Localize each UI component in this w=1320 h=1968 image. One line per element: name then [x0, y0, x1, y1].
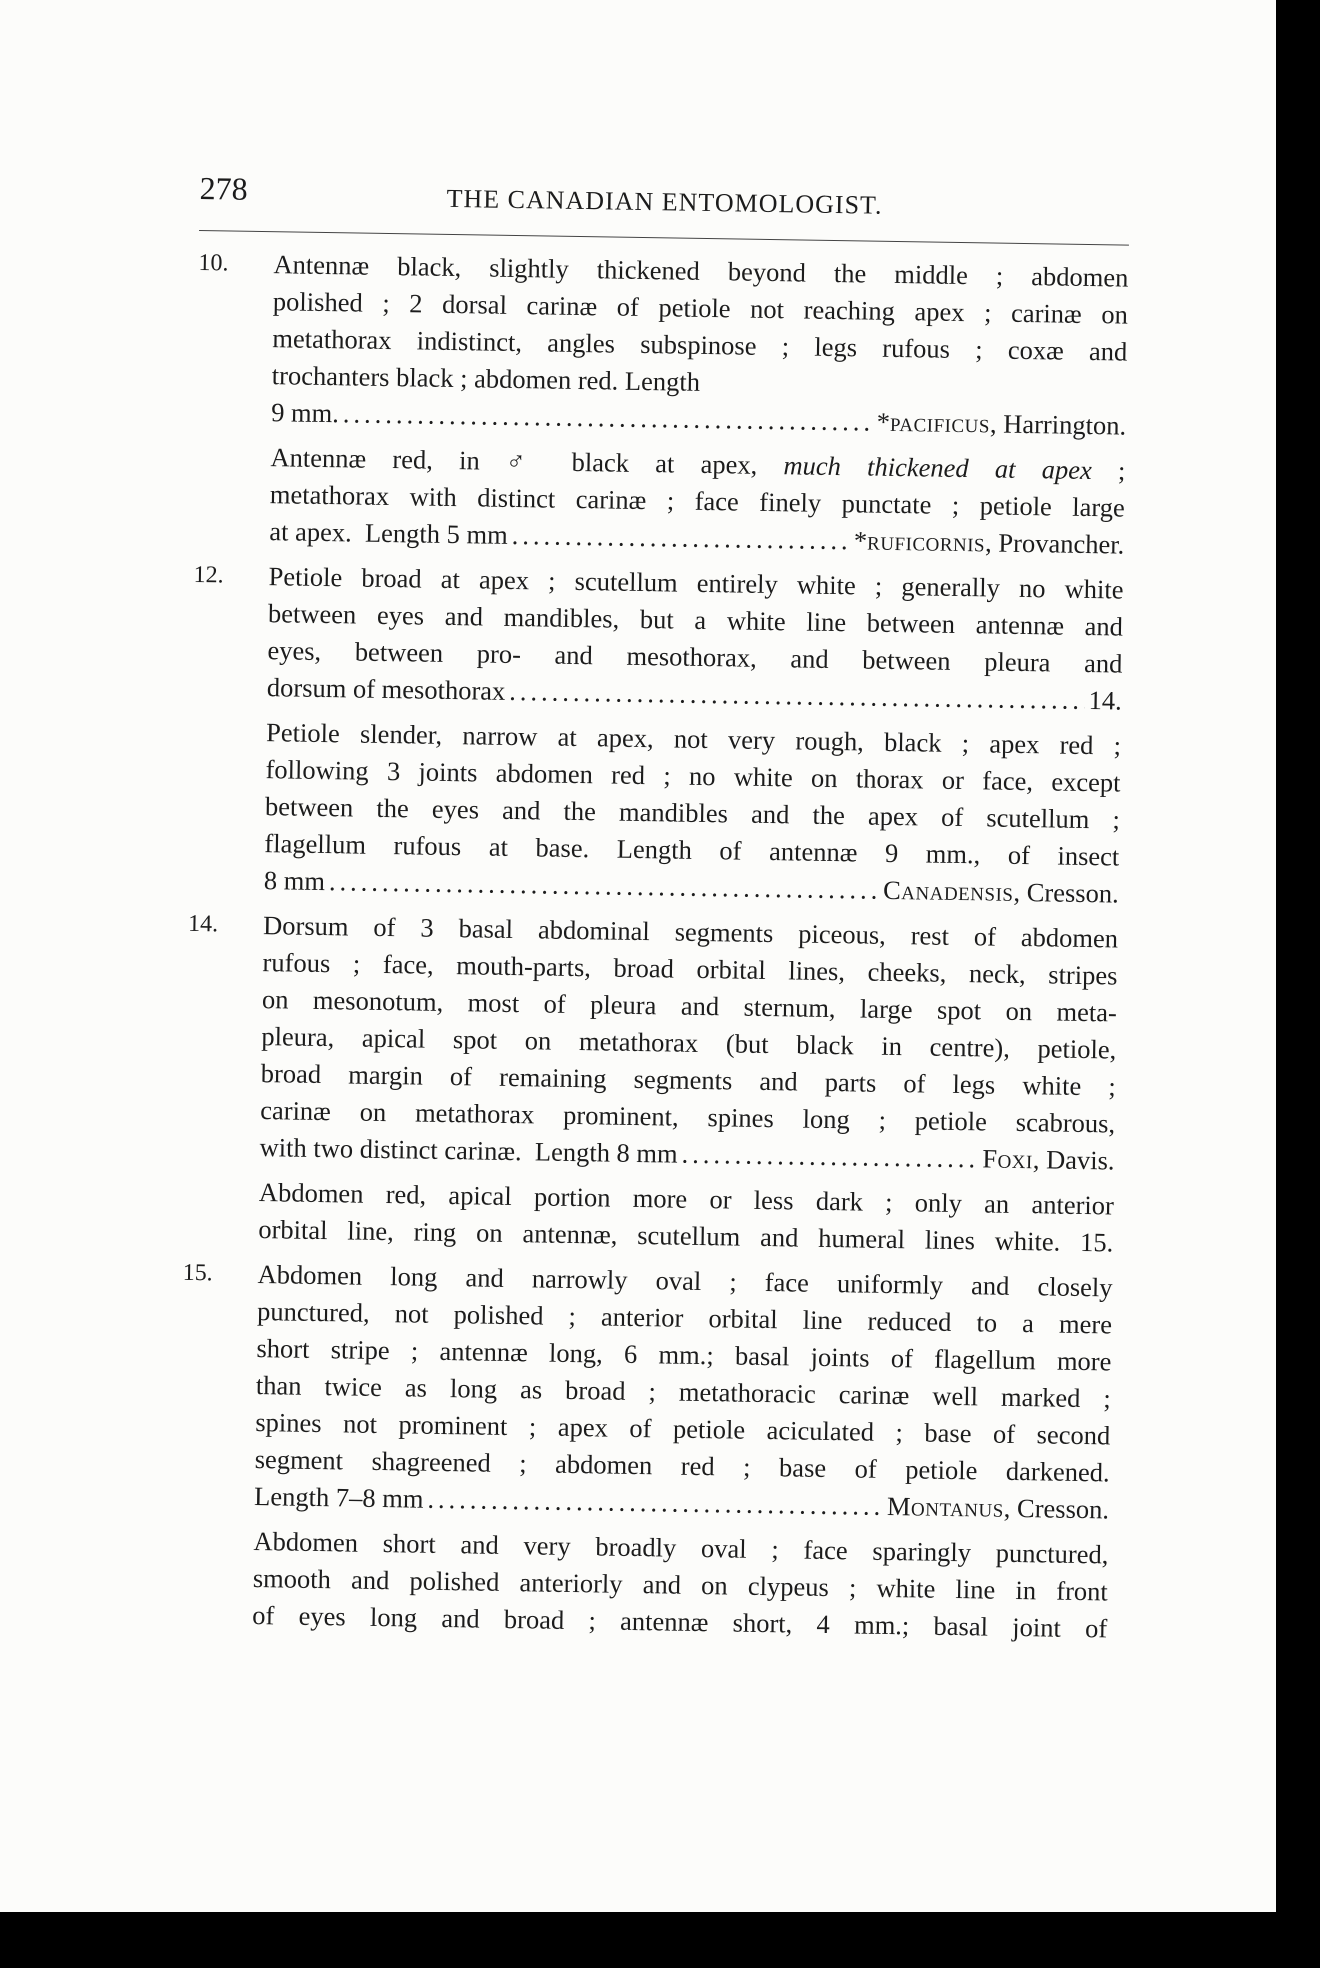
entry-line: between the eyes and the mandibles and the apex of scutellum ;: [264, 791, 1121, 835]
entry-line: flagellum rufous at base. Length of antennæ 9 mm., of insect: [264, 828, 1120, 872]
entry-number: 15.: [182, 1259, 213, 1287]
entry-line: than twice as long as broad ; metathoracic carinæ well marked ;: [255, 1370, 1112, 1414]
key-entry-10: [196, 245, 1129, 445]
entry-line: on mesonotum, most of pleura and sternum, large spot on meta-: [261, 984, 1118, 1028]
dotted-pre: 9 mm.: [270, 397, 340, 429]
dot-leader: [427, 1481, 883, 1525]
entry-line: punctured, not polished ; anterior orbital line reduced to a mere: [256, 1296, 1113, 1340]
entry-line: spines not prominent ; apex of petiole aciculated ; base of second: [255, 1407, 1111, 1451]
running-head: THE CANADIAN ENTOMOLOGIST.: [446, 183, 883, 220]
key-entry-14: [184, 906, 1118, 1180]
entry-line: polished ; 2 dorsal carinæ of petiole not reaching apex ; carinæ on: [272, 286, 1129, 330]
key-entry-15: [179, 1255, 1113, 1529]
couplet-reference: 14.: [1088, 685, 1123, 716]
page-number: 278: [199, 170, 248, 207]
species-name: Foxi, Davis.: [982, 1143, 1115, 1176]
dotted-pre: 8 mm: [263, 865, 326, 897]
page-header: [199, 170, 1130, 245]
key-entry-10-alt: [194, 438, 1126, 564]
entry-line: segment shagreened ; abdomen red ; base of petiole darkened.: [254, 1444, 1110, 1488]
entry-line: Abdomen long and narrowly oval ; face uniformly and closely: [257, 1259, 1113, 1303]
entry-line: short stripe ; antennæ long, 6 mm.; basal joints of flagellum more: [256, 1333, 1112, 1377]
key-entry-15-alt: [177, 1522, 1109, 1648]
entry-number: 10.: [198, 249, 229, 277]
species-name: Canadensis, Cresson.: [882, 874, 1119, 909]
key-entry-12-alt: [189, 713, 1122, 913]
species-name: *ruficornis, Provancher.: [853, 525, 1125, 560]
species-name: *pacificus, Harrington.: [876, 406, 1127, 441]
entry-line: of eyes long and broad ; antennæ short, 4 mm.; basal joint of: [252, 1600, 1108, 1644]
entry-number: 14.: [187, 910, 219, 938]
entry-line: trochanters black ; abdomen red. Length: [271, 360, 701, 397]
entry-line: between eyes and mandibles, but a white line between antennæ and: [267, 598, 1124, 642]
dotted-pre: with two distinct carinæ. Length 8 mm: [259, 1132, 678, 1169]
entry-line: Abdomen red, apical portion more or less dark ; only an anterior: [258, 1177, 1115, 1221]
key-entry-12: [192, 557, 1124, 720]
emphasis-text: much thickened at apex: [783, 450, 1093, 486]
entry-line: Antennæ black, slightly thickened beyond the middle ; abdomen: [273, 249, 1129, 293]
dot-leader: [681, 1136, 978, 1178]
text-block: [177, 170, 1130, 1655]
dot-leader: [509, 673, 1085, 719]
entry-line: Abdomen short and very broadly oval ; face sparingly punctured,: [253, 1526, 1109, 1570]
entry-line: eyes, between pro- and mesothorax, and between pleura and: [267, 635, 1123, 679]
entry-line: Petiole slender, narrow at apex, not very rough, black ; apex red ;: [265, 717, 1122, 761]
key-entries: [177, 245, 1129, 1647]
entry-line: rufous ; face, mouth-parts, broad orbital lines, cheeks, neck, stripes: [262, 947, 1118, 991]
dot-leader: [343, 395, 873, 440]
entry-line: broad margin of remaining segments and parts of legs white ;: [260, 1058, 1116, 1102]
entry-line: metathorax indistinct, angles subspinose ; legs rufous ; coxæ and: [272, 323, 1128, 367]
entry-line: carinæ on metathorax prominent, spines long ; petiole scabrous,: [260, 1095, 1116, 1139]
entry-line: following 3 joints abdomen red ; no white on thorax or face, except: [265, 754, 1121, 798]
dotted-pre: at apex. Length 5 mm: [269, 516, 508, 550]
dot-leader: [329, 863, 880, 909]
entry-line: Dorsum of 3 basal abdominal segments piceous, rest of abdomen: [262, 910, 1119, 954]
key-entry-14-alt: [183, 1173, 1114, 1262]
entry-text: ;: [1091, 455, 1126, 486]
entry-line: pleura, apical spot on metathorax (but black in centre), petiole,: [261, 1021, 1117, 1065]
dot-leader: [511, 517, 850, 559]
entry-text: Antennæ red, in ♂ black at apex,: [270, 442, 784, 481]
entry-number: 12.: [193, 561, 224, 589]
dotted-pre: Length 7–8 mm: [253, 1481, 424, 1514]
entry-line: smooth and polished anteriorly and on clypeus ; white line in front: [252, 1563, 1109, 1607]
entry-line: metathorax with distinct carinæ ; face finely punctate ; petiole large: [269, 479, 1126, 523]
scan-border-bottom: [0, 1912, 1320, 1968]
species-name: Montanus, Cresson.: [886, 1490, 1110, 1525]
entry-line: orbital line, ring on antennæ, scutellum and humeral lines white. 15.: [258, 1214, 1114, 1258]
dotted-pre: dorsum of mesothorax: [266, 672, 506, 706]
scan-border-right: [1276, 0, 1320, 1968]
entry-line: Petiole broad at apex ; scutellum entirely white ; generally no white: [268, 561, 1124, 605]
